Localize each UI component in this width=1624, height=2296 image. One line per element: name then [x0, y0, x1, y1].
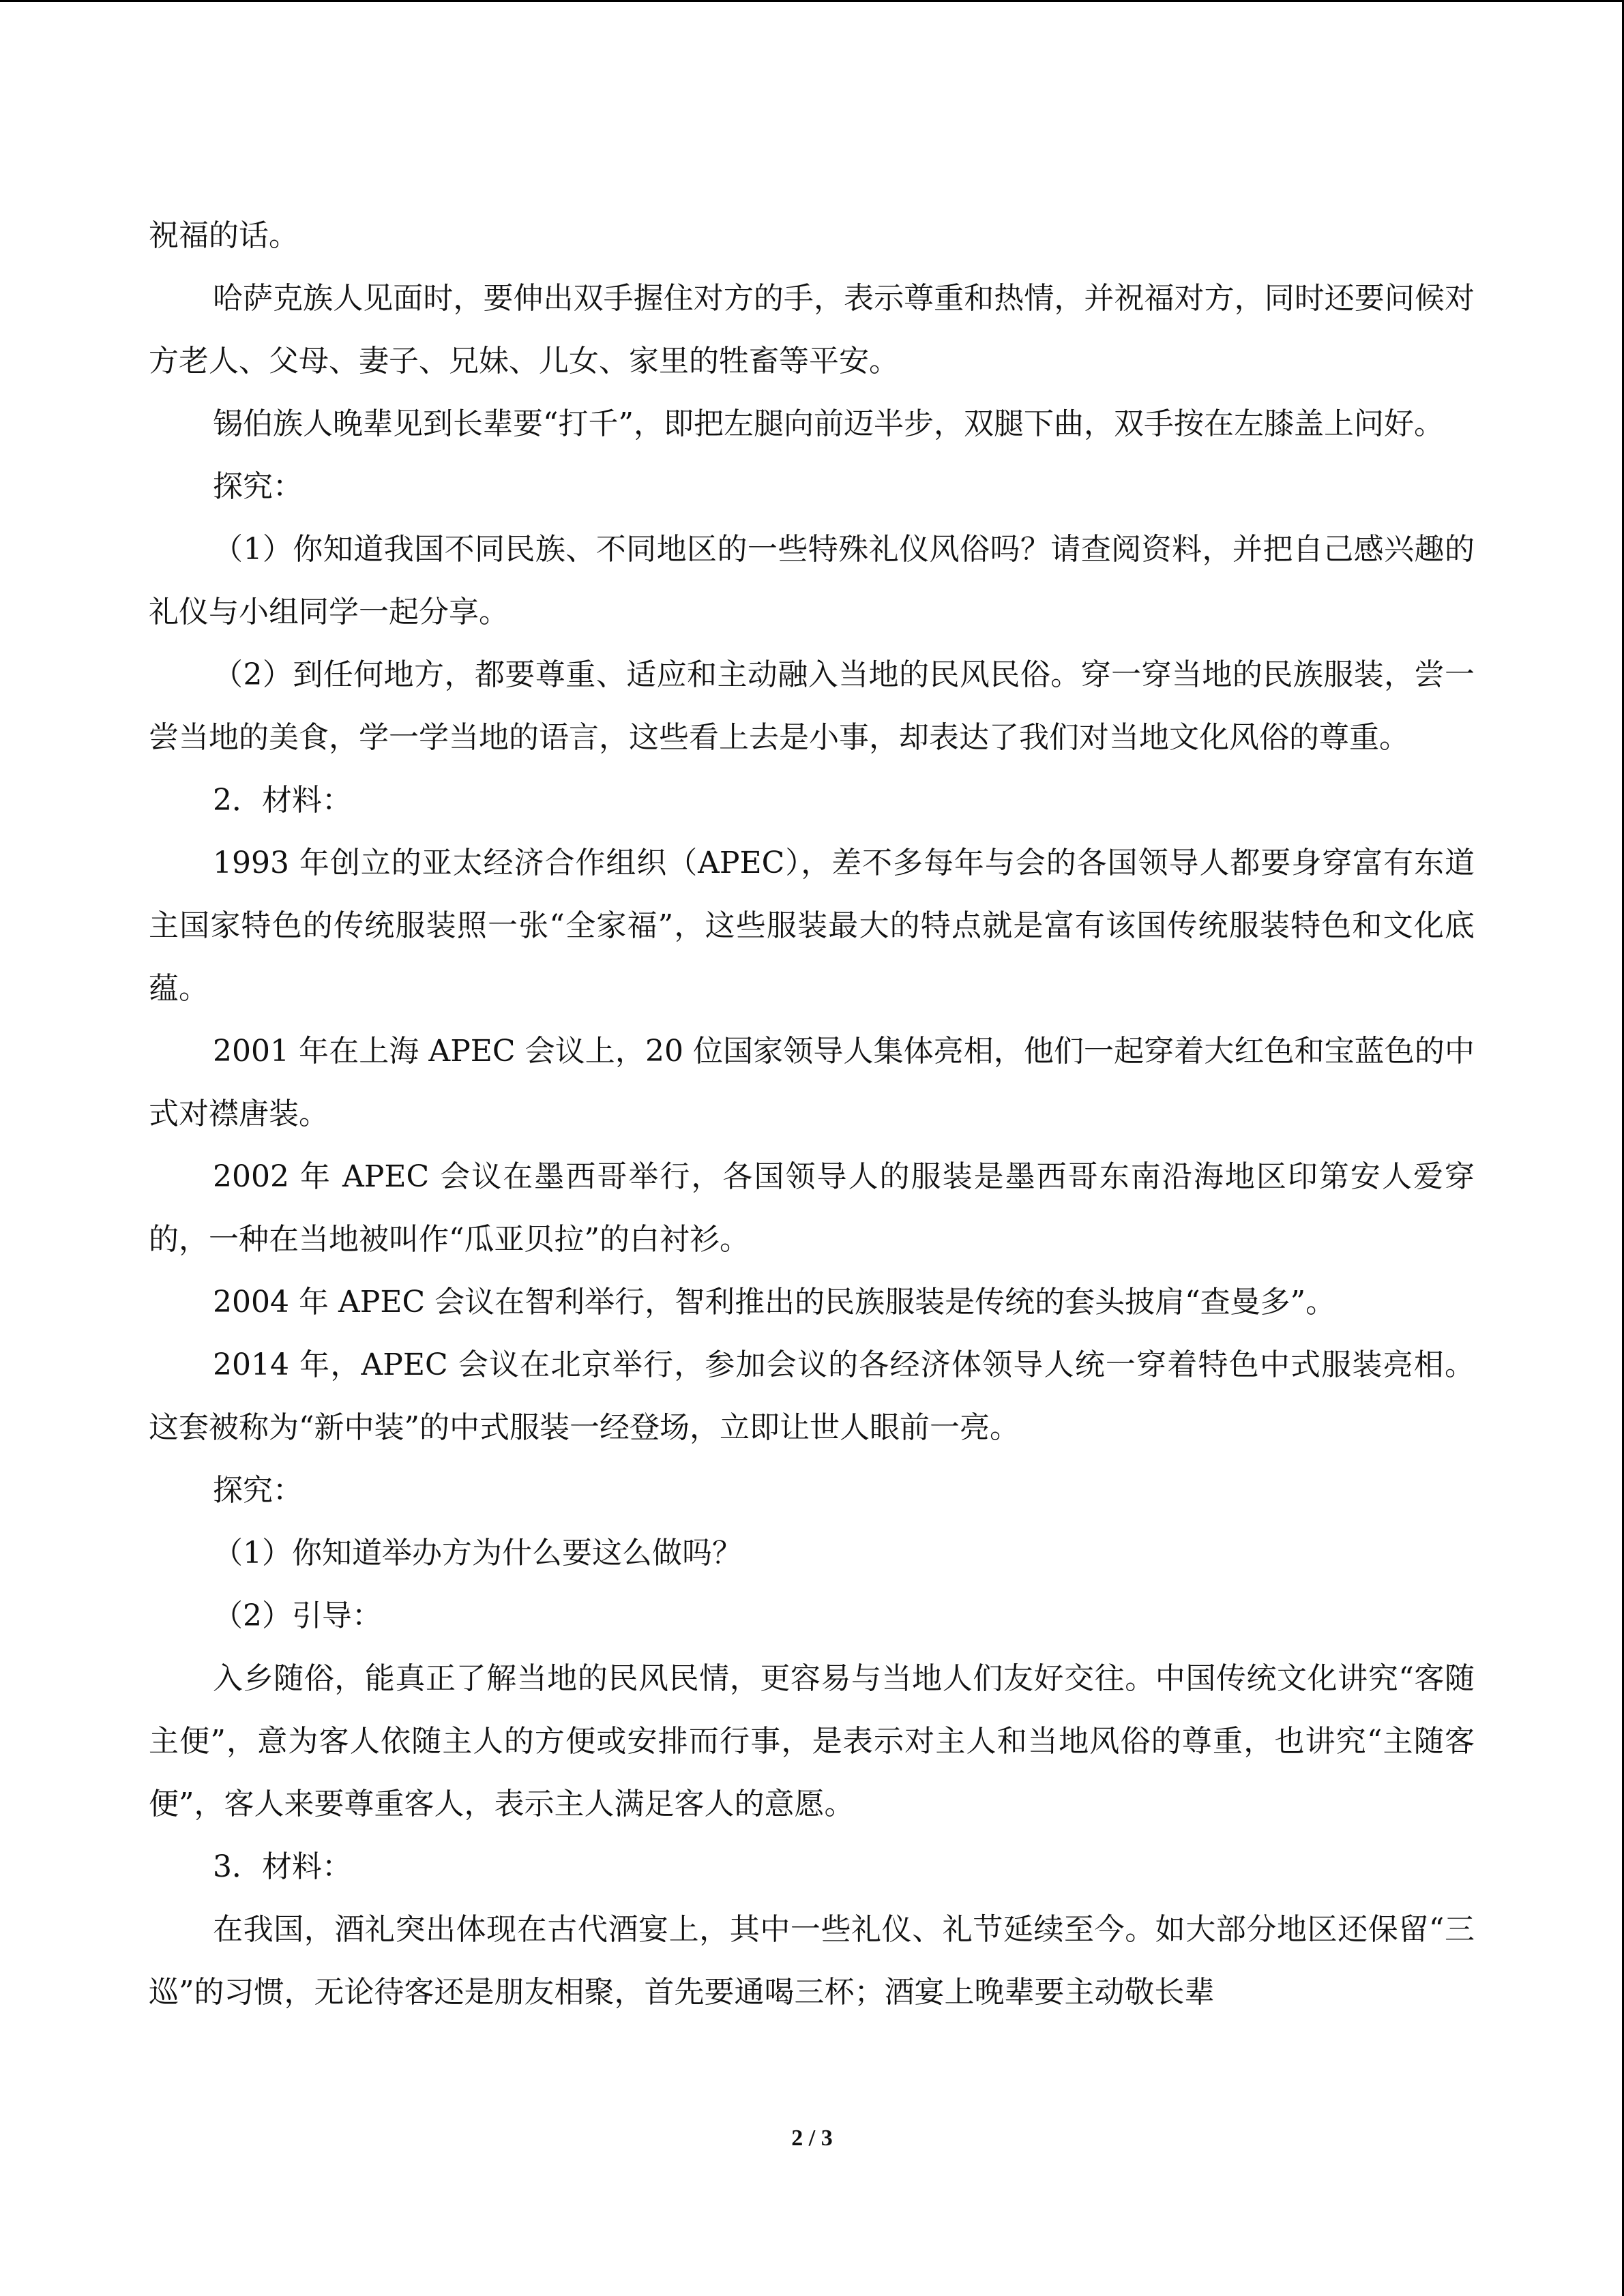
paragraph-xibe-greeting: 锡伯族人晚辈见到长辈要“打千”，即把左腿向前迈半步，双腿下曲，双手按在左膝盖上问好。 [213, 406, 1444, 441]
paragraph-apec-2001: 2001 年在上海 APEC 会议上，20 位国家领导人集体亮相，他们一起穿着大红色和宝蓝色的中式对襟唐装。 [149, 1034, 1475, 1131]
paragraph-apec-2014: 2014 年，APEC 会议在北京举行，参加会议的各经济体领导人统一穿着特色中式服装亮相。这套被称为“新中装”的中式服装一经登场，立即让世人眼前一亮。 [149, 1347, 1475, 1445]
paragraph-guidance-body: 入乡随俗，能真正了解当地的民风民情，更容易与当地人们友好交往。中国传统文化讲究“客随主便”，意为客人依随主人的方便或安排而行事，是表示对主人和当地风俗的尊重，也讲究“主随客便”，客人来要尊重客人，表示主人满足客人的意愿。 [149, 1661, 1475, 1821]
paragraph-apec-2002: 2002 年 APEC 会议在墨西哥举行，各国领导人的服装是墨西哥东南沿海地区印第安人爱穿的，一种在当地被叫作“瓜亚贝拉”的白衬衫。 [149, 1159, 1475, 1257]
paragraph-material-3-heading: 3．材料： [213, 1849, 352, 1884]
page-number: 2 / 3 [791, 2126, 833, 2151]
paragraph-guidance-heading: （2）引导： [213, 1598, 382, 1633]
paragraph-apec-2004: 2004 年 APEC 会议在智利举行，智利推出的民族服装是传统的套头披肩“查曼多”。 [213, 1285, 1336, 1320]
paragraph-material-2-heading: 2．材料： [213, 783, 352, 818]
paragraph-explore-question-2: （2）到任何地方，都要尊重、适应和主动融入当地的民风民俗。穿一穿当地的民族服装，尝一尝当地的美食，学一学当地的语言，这些看上去是小事，却表达了我们对当地文化风俗的尊重。 [149, 657, 1475, 755]
paragraph-wine-etiquette: 在我国，酒礼突出体现在古代酒宴上，其中一些礼仪、礼节延续至今。如大部分地区还保留“三巡”的习惯，无论待客还是朋友相聚，首先要通喝三杯；酒宴上晚辈要主动敬长辈 [149, 1912, 1475, 2010]
document-body [149, 205, 1475, 2024]
paragraph-apec-1993: 1993 年创立的亚太经济合作组织（APEC），差不多每年与会的各国领导人都要身穿富有东道主国家特色的传统服装照一张“全家福”，这些服装最大的特点就是富有该国传统服装特色和文化底蕴。 [149, 846, 1475, 1006]
paragraph-explore-heading-2: 探究： [213, 1473, 303, 1508]
paragraph-continuation: 祝福的话。 [149, 218, 299, 253]
paragraph-explore-question-3: （1）你知道举办方为什么要这么做吗？ [213, 1536, 742, 1570]
paragraph-explore-heading: 探究： [213, 469, 303, 504]
paragraph-kazakh-greeting: 哈萨克族人见面时，要伸出双手握住对方的手，表示尊重和热情，并祝福对方，同时还要问候对方老人、父母、妻子、兄妹、儿女、家里的牲畜等平安。 [149, 281, 1475, 378]
paragraph-explore-question-1: （1）你知道我国不同民族、不同地区的一些特殊礼仪风俗吗？请查阅资料，并把自己感兴趣的礼仪与小组同学一起分享。 [149, 532, 1475, 629]
